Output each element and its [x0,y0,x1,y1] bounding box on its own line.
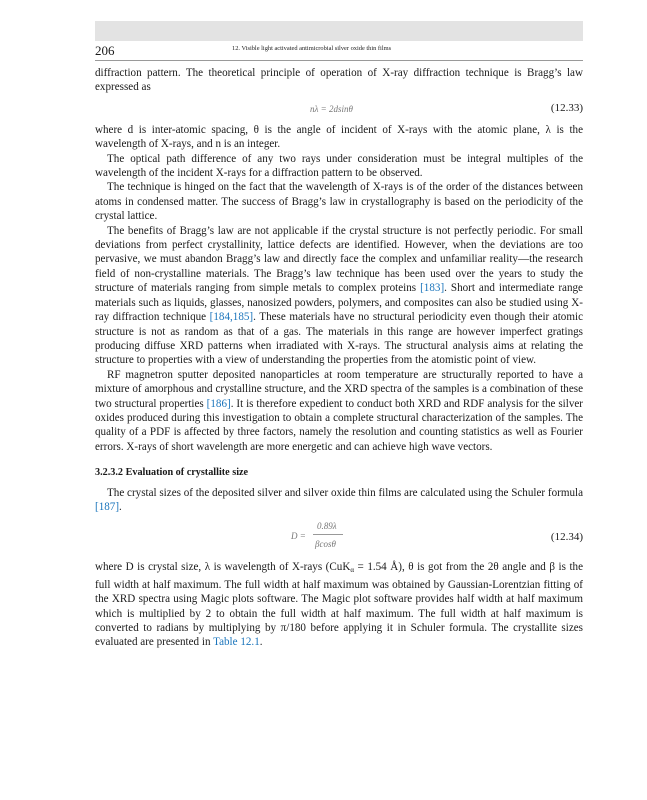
paragraph-text: . [259,636,263,649]
citation-link[interactable]: [186] [206,397,231,410]
equation-number: (12.33) [550,101,583,114]
equation-number: (12.34) [550,531,583,544]
paragraph-text: The crystal sizes of the deposited silver and silver oxide thin films are calculated using the Schuler formula [107,486,583,499]
equation-schuler [95,517,583,557]
paragraph-8 [95,560,583,649]
equation-numerator: 0.89λ [317,521,337,532]
equation-expression: nλ = 2dsinθ [310,103,353,114]
equation-bragg [95,98,583,120]
paragraph-2: where d is inter-atomic spacing, θ is the angle of incident of X-rays with the atomic plane, λ is the wavelength of X-rays, and n is an integer. [95,123,583,151]
paragraph-3: The optical path difference of any two rays under consideration must be integral multiples of the wavelength of the incident X-rays for a diffraction pattern to be observed. [95,152,583,180]
citation-link[interactable]: [183] [420,282,445,295]
paragraph-6 [95,368,583,454]
section-heading: 3.2.3.2 Evaluation of crystallite size [95,467,249,479]
page-body [95,66,583,650]
paragraph-text: . Short and intermediate range materials such as liquids, glasses, nanosized powders, polymers, and composites can also be studied using X-ray diffraction technique [95,282,583,324]
paragraph-4: The technique is hinged on the fact that the wavelength of X-rays is of the order of the distances between atoms in condensed matter. The success of Bragg’s law in crystallography is based on the periodicity of the crystal lattice. [95,181,583,223]
paragraph-text: RF magnetron sputter deposited nanoparticles at room temperature are structurally reported to have a mixture of amorphous and crystalline structure, and the XRD spectra of the samples is a combination of these two structural properties [95,368,583,410]
equation-denominator: βcosθ [315,539,336,550]
paragraph-1: diffraction pattern. The theoretical principle of operation of X-ray diffraction technique is Bragg’s law expressed as [95,67,583,94]
paragraph-text: The benefits of Bragg’s law are not applicable if the crystal structure is not perfectly periodic. For small deviations from perfect crystallinity, lattice defects are identified. However, when the deviations are too pervasive, we must abandon Bragg’s law and directly face the complex and unfamiliar reality—the research field of non-crystalline materials. The Bragg’s law technique has been used over the years to study the structure of materials ranging from simple metals to complex proteins [95,224,583,295]
paragraph-text: = 1.54 Å), θ is got from the 2θ angle and β is the full width at half maximum. The full width at half maximum was obtained by Gaussian-Lorentzian fitting of the XRD spectra using Magic plots software. The Magic plot software provides half width at half maximum which is multiplied by 2 to obtain the full width at half maximum. The full width at half maximum is converted to radians by multiplying by π/180 before applying it in Schuler formula. The crystallite sizes evaluated are presented in [95,561,583,649]
table-link[interactable]: Table 12.1 [213,636,260,649]
page-number: 206 [95,43,115,58]
paragraph-text: . [119,500,122,513]
equation-lhs: D = [291,531,306,542]
paragraph-7 [95,486,583,515]
citation-link[interactable]: [187] [95,500,120,513]
paragraph-text: . These materials have no structural periodicity even though their atomic structure is not as random as that of a gas. The materials in this range are however imperfect gratings producing diffuse XRD patterns when irradiated with X-rays. The structural analysis aims at relating the structure to properties with a view of understanding the properties from the atomistic point of view. [95,311,583,367]
paragraph-text: . It is therefore expedient to conduct both XRD and RDF analysis for the silver oxides produced during this investigation to obtain a complete structural characterization of the samples. The quality of a PDF is affected by three factors, namely the resolution and counting statistics as well as Fourier errors. X-rays of short wavelength are more energetic and can achieve high wave vectors. [95,397,583,453]
subscript: α [350,566,355,575]
running-head: 12. Visible light activated antimicrobial silver oxide thin films [232,45,392,52]
citation-link[interactable]: [184,185] [209,311,254,324]
header-rule [95,60,583,61]
paragraph-text: where D is crystal size, λ is wavelength of X-rays (CuK [95,561,351,574]
paragraph-5 [95,224,583,368]
fraction-bar [313,534,343,535]
header-bar [95,21,583,41]
